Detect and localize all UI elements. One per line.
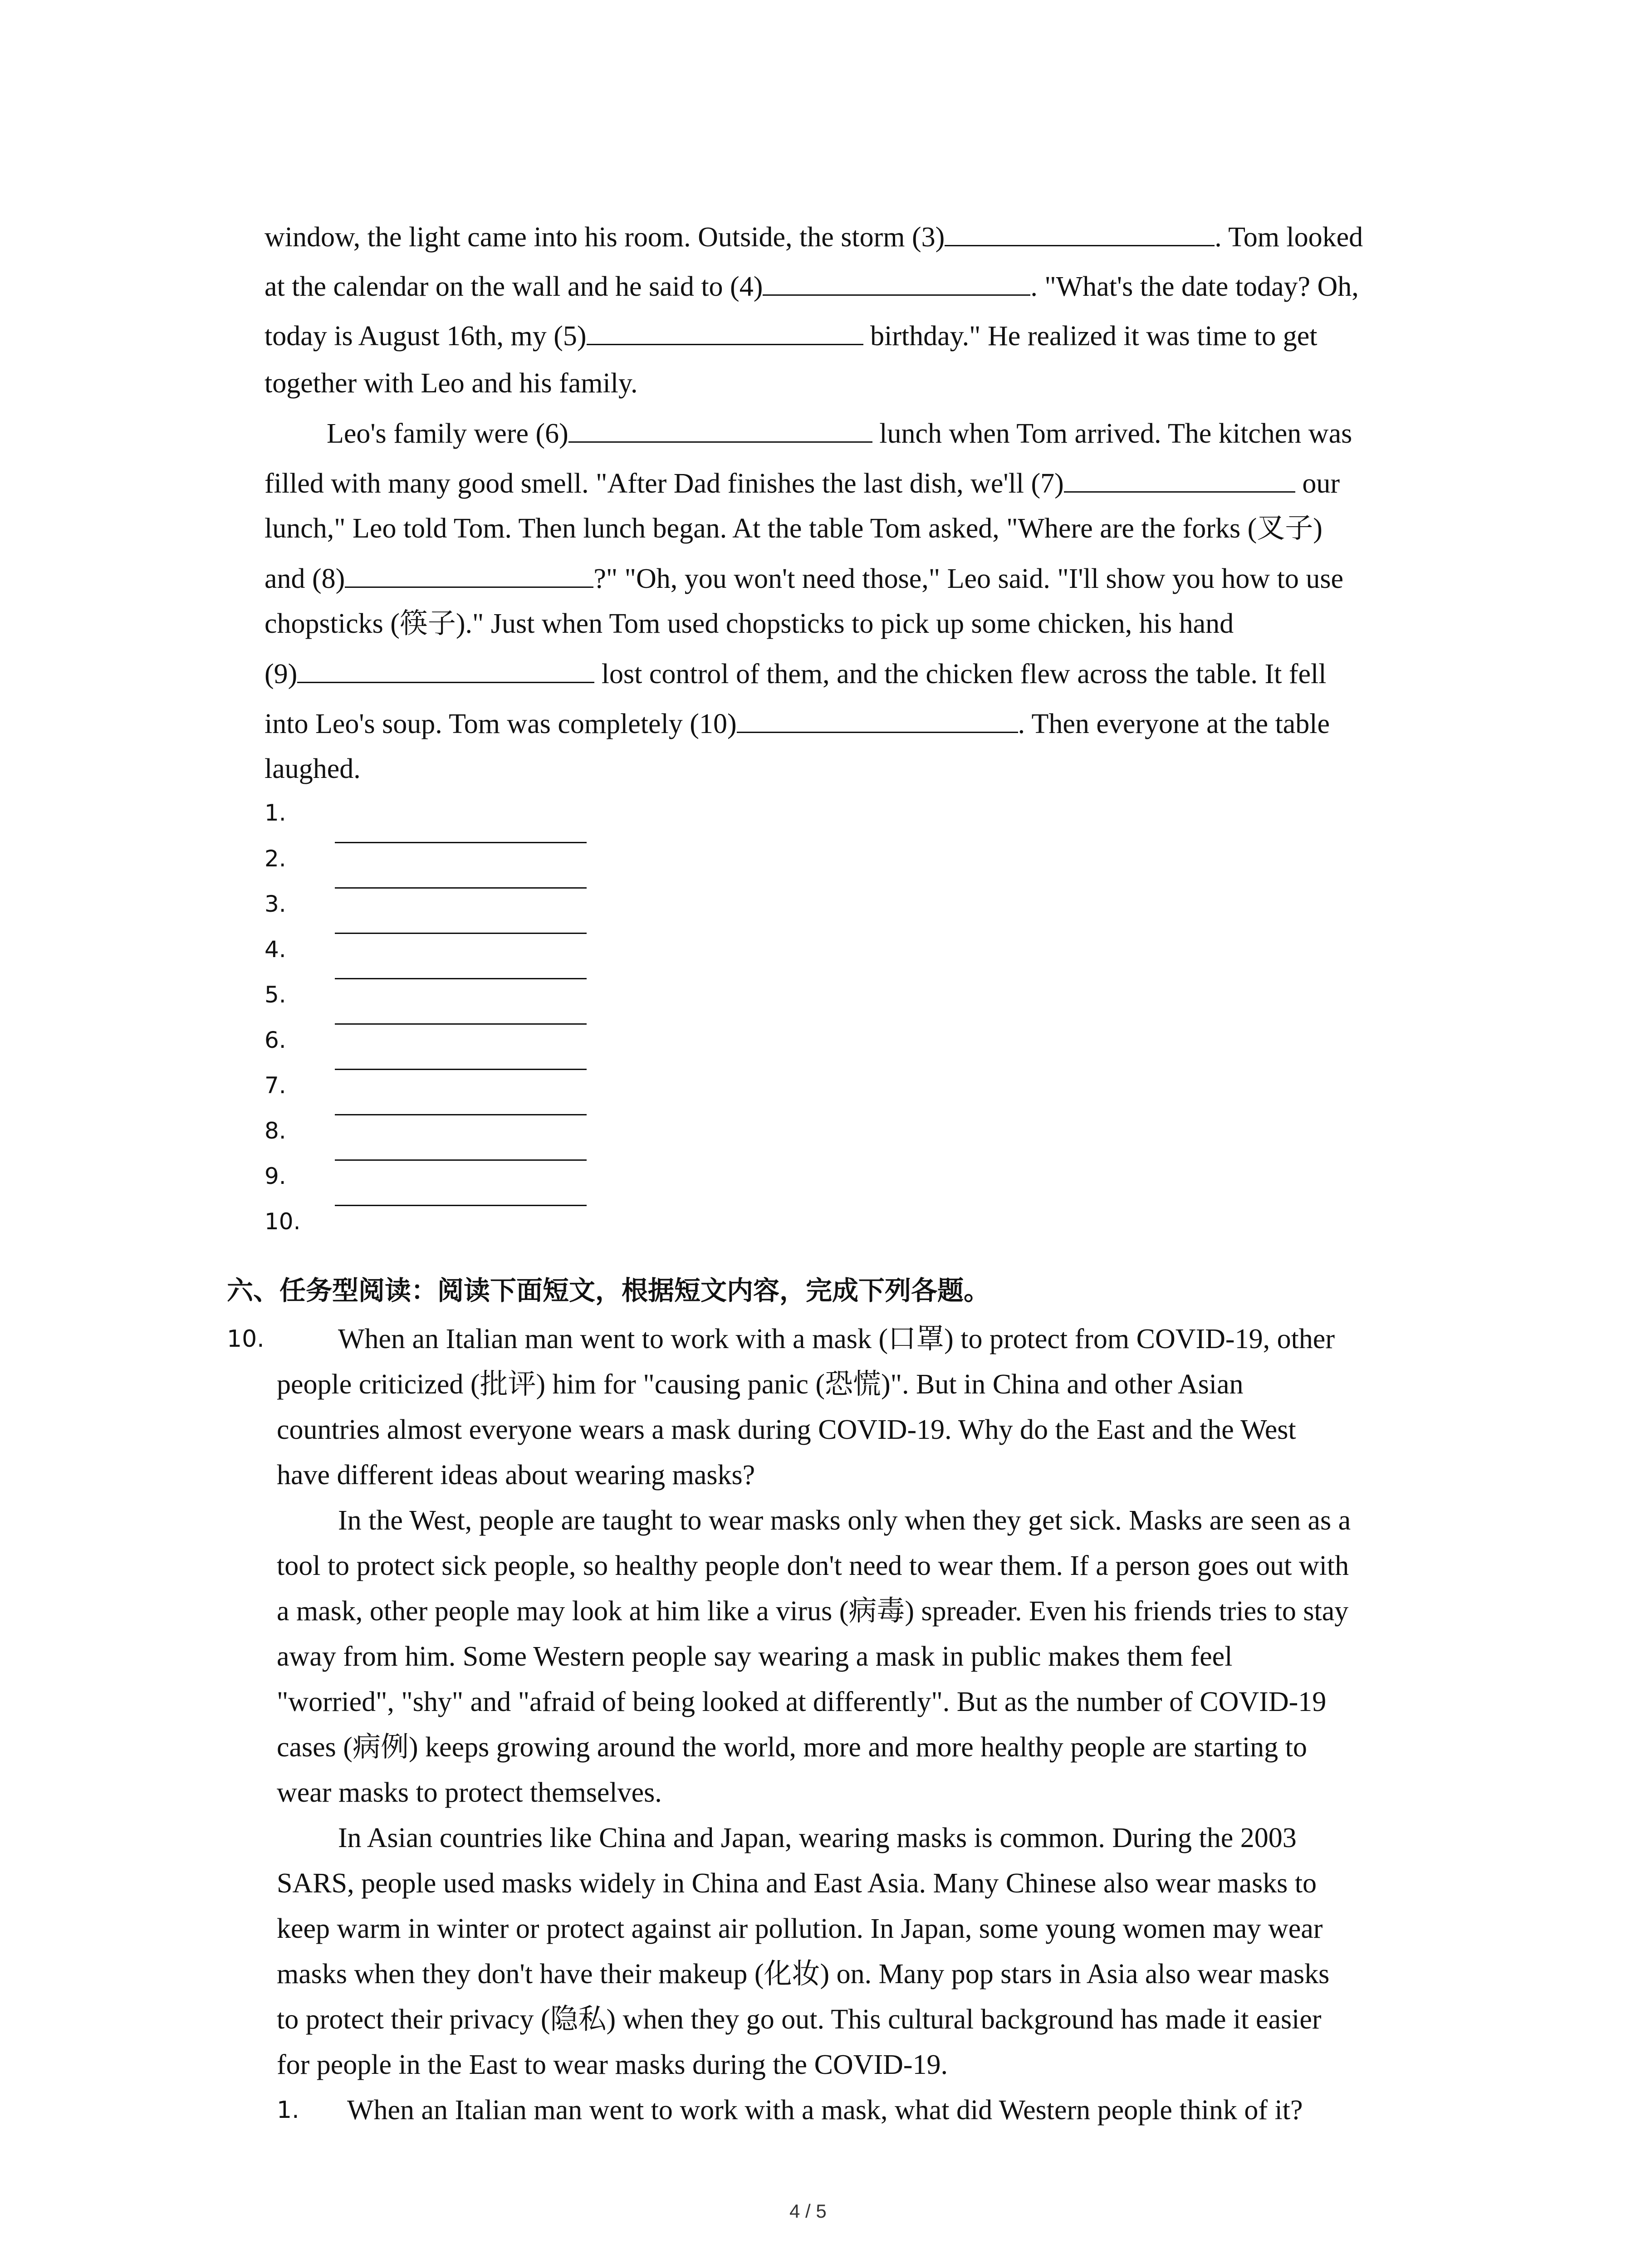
- passage-line: [265, 219, 1363, 255]
- answer-number: 1.: [265, 800, 286, 826]
- text: ?" "Oh, you won't need those," Leo said. "I'll show you how to use: [593, 563, 1343, 594]
- answer-line-7[interactable]: [335, 1114, 587, 1115]
- passage-line: [265, 751, 361, 787]
- fill-blank-4[interactable]: [763, 268, 1030, 296]
- fill-blank-5[interactable]: [587, 318, 863, 345]
- passage-line: "worried", "shy" and "afraid of being looked at differently". But as the number of COVID-19: [277, 1686, 1327, 1717]
- answer-line-6[interactable]: [335, 1069, 587, 1070]
- answer-number: 6.: [265, 1027, 286, 1053]
- text: filled with many good smell. "After Dad finishes the last dish, we'll (7): [265, 468, 1064, 499]
- answer-number: 7.: [265, 1072, 286, 1099]
- text: our: [1295, 468, 1340, 499]
- passage-line: countries almost everyone wears a mask during COVID-19. Why do the East and the West: [277, 1414, 1296, 1445]
- text: . Tom looked: [1215, 222, 1363, 253]
- passage-line: In Asian countries like China and Japan, wearing masks is common. During the 2003: [338, 1823, 1297, 1853]
- text: today is August 16th, my (5): [265, 321, 587, 352]
- passage-line: [265, 365, 637, 401]
- answer-line-9[interactable]: [335, 1205, 587, 1206]
- passage-line: [265, 268, 1359, 304]
- passage-line: [265, 510, 1323, 547]
- text: . "What's the date today? Oh,: [1030, 271, 1359, 302]
- text: at the calendar on the wall and he said to (4): [265, 271, 763, 302]
- passage-line: In the West, people are taught to wear masks only when they get sick. Masks are seen as a: [338, 1505, 1351, 1536]
- answer-number: 10.: [265, 1208, 301, 1235]
- answer-number: 9.: [265, 1163, 286, 1189]
- text: window, the light came into his room. Outside, the storm (3): [265, 222, 945, 253]
- passage-line: people criticized (批评) him for "causing panic (恐慌)". But in China and other Asian: [277, 1369, 1244, 1400]
- passage-line: [265, 705, 1330, 742]
- passage-line: [265, 606, 1234, 642]
- text: birthday." He realized it was time to get: [863, 321, 1318, 352]
- passage-line: [265, 560, 1343, 596]
- passage-line: [265, 465, 1340, 501]
- passage-line: to protect their privacy (隐私) when they go out. This cultural background has made it easier: [277, 2004, 1322, 2035]
- passage-line: [265, 318, 1317, 354]
- passage-line: wear masks to protect themselves.: [277, 1777, 662, 1808]
- sub-question-text: When an Italian man went to work with a mask, what did Western people think of it?: [347, 2095, 1303, 2126]
- answer-number: 8.: [265, 1118, 286, 1144]
- answer-line-4[interactable]: [335, 978, 587, 979]
- answer-number: 4.: [265, 936, 286, 963]
- fill-blank-3[interactable]: [945, 219, 1215, 246]
- passage-line: masks when they don't have their makeup (化妆) on. Many pop stars in Asia also wear masks: [277, 1959, 1330, 1989]
- fill-blank-7[interactable]: [1064, 465, 1295, 493]
- passage-line: tool to protect sick people, so healthy people don't need to wear them. If a person goes out with: [277, 1550, 1349, 1581]
- text: chopsticks (筷子)." Just when Tom used chopsticks to pick up some chicken, his hand: [265, 608, 1234, 639]
- passage-line: [265, 655, 1326, 692]
- text: laughed.: [265, 753, 361, 784]
- answer-line-3[interactable]: [335, 933, 587, 934]
- passage-line: SARS, people used masks widely in China and East Asia. Many Chinese also wear masks to: [277, 1868, 1317, 1899]
- passage-line: a mask, other people may look at him like a virus (病毒) spreader. Even his friends tries to stay: [277, 1596, 1349, 1627]
- passage-line: cases (病例) keeps growing around the world, more and more healthy people are starting to: [277, 1732, 1307, 1763]
- section-heading: 六、任务型阅读：阅读下面短文，根据短文内容，完成下列各题。: [227, 1275, 990, 1306]
- question-number: 10.: [227, 1325, 265, 1353]
- text: into Leo's soup. Tom was completely (10): [265, 709, 737, 739]
- passage-line: for people in the East to wear masks during the COVID-19.: [277, 2049, 948, 2080]
- answer-line-5[interactable]: [335, 1023, 587, 1025]
- text: lunch when Tom arrived. The kitchen was: [872, 418, 1352, 449]
- page-number: 4 / 5: [789, 2200, 827, 2222]
- text: lunch," Leo told Tom. Then lunch began. At the table Tom asked, "Where are the forks (叉子): [265, 513, 1323, 544]
- passage-line: keep warm in winter or protect against air pollution. In Japan, some young women may wear: [277, 1913, 1323, 1944]
- fill-blank-10[interactable]: [737, 705, 1018, 733]
- text: and (8): [265, 563, 345, 594]
- passage-line: have different ideas about wearing masks?: [277, 1460, 755, 1491]
- text: (9): [265, 659, 298, 689]
- answer-number: 5.: [265, 982, 286, 1008]
- answer-line-1[interactable]: [335, 842, 587, 843]
- text: Leo's family were (6): [327, 418, 568, 449]
- answer-number: 3.: [265, 891, 286, 917]
- fill-blank-9[interactable]: [297, 655, 594, 683]
- passage-line: away from him. Some Western people say wearing a mask in public makes them feel: [277, 1641, 1233, 1672]
- answer-number: 2.: [265, 846, 286, 872]
- passage-line: [327, 415, 1352, 451]
- text: lost control of them, and the chicken flew across the table. It fell: [594, 659, 1327, 689]
- answer-line-8[interactable]: [335, 1159, 587, 1161]
- passage-line: When an Italian man went to work with a mask (口罩) to protect from COVID-19, other: [338, 1324, 1335, 1354]
- fill-blank-8[interactable]: [345, 560, 593, 588]
- fill-blank-6[interactable]: [568, 415, 872, 443]
- sub-question-number: 1.: [277, 2097, 299, 2124]
- answer-line-2[interactable]: [335, 887, 587, 889]
- text: . Then everyone at the table: [1018, 709, 1330, 739]
- text: together with Leo and his family.: [265, 368, 638, 399]
